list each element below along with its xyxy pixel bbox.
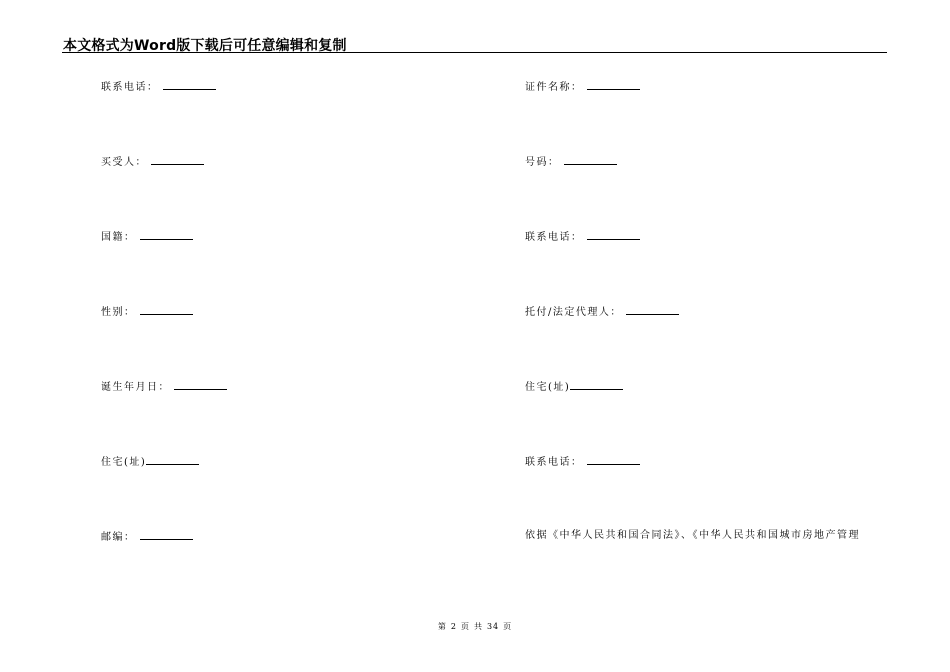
fill-in-blank xyxy=(146,454,199,465)
fill-in-blank xyxy=(163,79,216,90)
gender-field xyxy=(101,304,193,320)
page-unit: 页 xyxy=(460,622,470,631)
field-label: 性别： xyxy=(101,307,136,318)
id-document-name-field xyxy=(525,79,640,95)
contact-phone-field xyxy=(101,79,216,95)
total-unit: 页 xyxy=(503,622,513,631)
field-label: 托付/法定代理人： xyxy=(525,307,622,318)
header-divider xyxy=(62,52,887,53)
total-prefix: 共 xyxy=(473,622,483,631)
fill-in-blank xyxy=(151,154,204,165)
field-label: 联系电话： xyxy=(525,232,583,243)
fill-in-blank xyxy=(626,304,679,315)
field-label: 联系电话： xyxy=(101,82,159,93)
fill-in-blank xyxy=(570,379,623,390)
legal-basis-paragraph: 依据《中华人民共和国合同法》、《中华人民共和国城市房地产管理 xyxy=(525,530,860,541)
fill-in-blank xyxy=(174,379,227,390)
document-header-title: 本文格式为Word版下载后可任意编辑和复制 xyxy=(63,38,347,54)
contact-phone-field xyxy=(525,454,640,470)
fill-in-blank xyxy=(140,304,193,315)
field-label: 住宅(址) xyxy=(525,382,571,393)
fill-in-blank xyxy=(587,229,640,240)
birth-date-field xyxy=(101,379,227,395)
fill-in-blank xyxy=(140,229,193,240)
field-label: 买受人： xyxy=(101,157,147,168)
page-footer xyxy=(0,621,950,632)
postcode-field xyxy=(101,529,193,545)
page-number: 2 xyxy=(450,622,457,631)
id-number-field xyxy=(525,154,617,170)
field-label: 国籍： xyxy=(101,232,136,243)
residence-address-field xyxy=(525,379,623,395)
field-label: 号码： xyxy=(525,157,560,168)
field-label: 住宅(址) xyxy=(101,457,147,468)
fill-in-blank xyxy=(587,454,640,465)
buyer-field xyxy=(101,154,204,170)
field-label: 联系电话： xyxy=(525,457,583,468)
contact-phone-field xyxy=(525,229,640,245)
residence-address-field xyxy=(101,454,199,470)
page-prefix: 第 xyxy=(437,622,447,631)
field-label: 诞生年月日： xyxy=(101,382,170,393)
total-pages: 34 xyxy=(486,622,500,631)
field-label: 证件名称： xyxy=(525,82,583,93)
fill-in-blank xyxy=(587,79,640,90)
field-label: 邮编： xyxy=(101,532,136,543)
fill-in-blank xyxy=(140,529,193,540)
fill-in-blank xyxy=(564,154,617,165)
nationality-field xyxy=(101,229,193,245)
agent-field xyxy=(525,304,679,320)
